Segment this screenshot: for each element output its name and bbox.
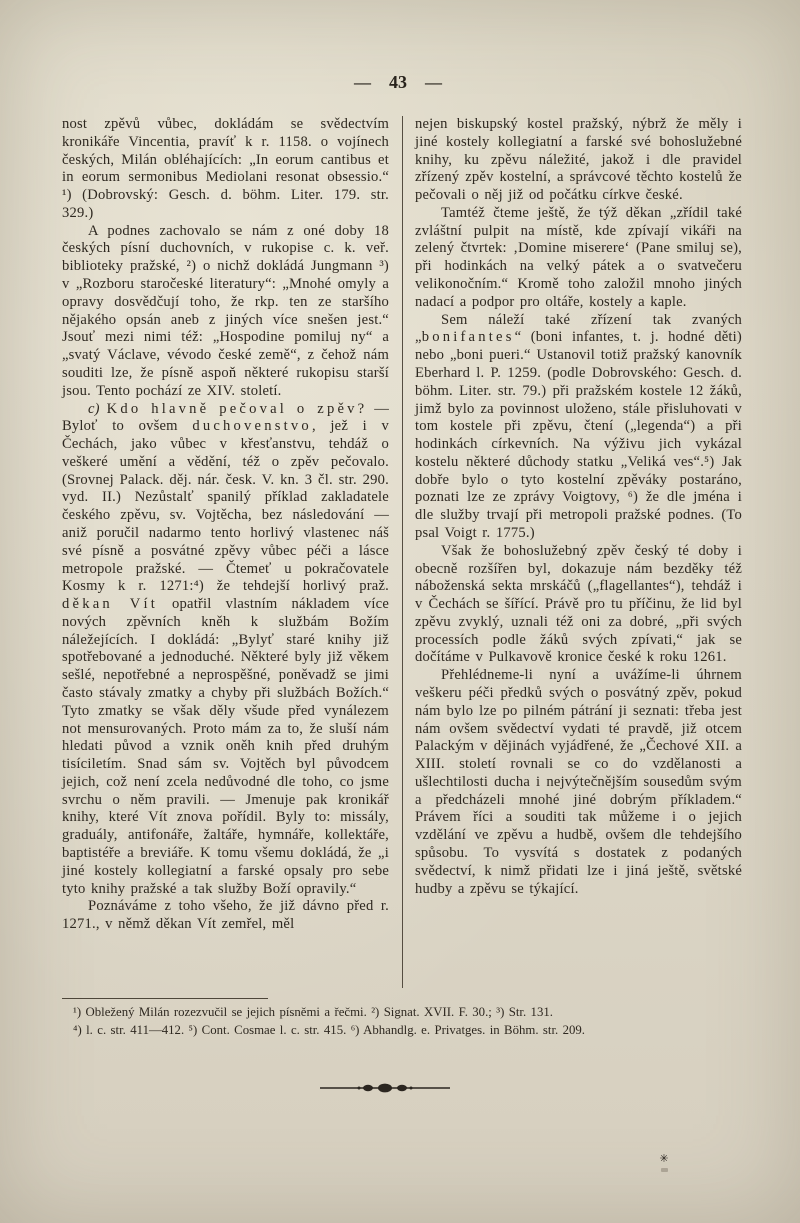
text-segment: Kdo hlavně pečoval o zpěv?: [106, 400, 368, 417]
column-divider-rule: [402, 116, 403, 988]
text-segment: opatřil vlastním nákladem více nových zpěvních kněh k službám Božím náležejících. I dokládá: „Bylyť staré knihy již spotřebované a jednoduché. Některé byly již věkem sešlé, nepotřebné a neprospěšné, poněvadž se jimi často stávaly zmatky a chyby při službách Božích.“ Tyto zmatky se však děly všude před vynálezem not mensurovaných. Proto mám za to, že sluší nám hledati původ a vznik oněh knih před druhým tisíciletím. Snad sám sv. Vojtěch byl původcem jejich, což není zcela nedůvodné dle toho, co jsme svrchu o něm pravili. — Jmenuje pak kronikář knihy, které Vít znova pořídil. Byly to: missály, graduály, antifonáře, žaltáře, hymnáře, kollektáře, baptistéře a breviáře. K tomu všemu dokládá, že „i jiné kostely kollegiatní a farské opsaly pro sebe tyto knihy pražské a tak služby Boží opravily.“: [62, 596, 390, 897]
paragraph: [415, 543, 742, 667]
signature-smudge: [661, 1168, 668, 1172]
text-segment: Však že bohoslužebný zpěv český té doby i obecně rozšířen byl, dokazuje nám bezděky též náboženská sekta mrskáčů („flagellantes“), tehdáž i v Čechách se šířící. Právě pro tu příčinu, že lid byl zpěvu zvyklý, uznali též oni za dobré, „při svých processích podle žáků svých zpívati,“ jak se dočítáme v Pulkavově kronice české k roku 1261.: [415, 542, 742, 666]
text-segment: “ (boni infantes, t. j. hodné děti) nebo „boni pueri.“ Ustanovil totiž pražský kanovník Eberhard l. P. 1259. (podle Dobrovského: Gesch. d. böhm. Liter. str. 79.) při pražském kostele 12 žáků, jimž bylo za povinnost uloženo, stále přisluhovati v tom kostele při zpěvu, čtení („legenda“) a při hodinkách církevních. Na výživu jich vykázal kostelu některé důchody statku „Veliká ves“.⁵) Jak dobře bylo o tyto kostelní zpěváky postaráno, poznati lze ze zprávy Voigtovy, ⁶) že dle jména i dle služby trvají při metropoli pražské podnes. (To psal Voigt r. 1775.): [415, 329, 742, 541]
text-segment: A podnes zachovalo se nám z oné doby 18 českých písní duchovních, v rukopise c. k. veř. biblioteky pražské, ²) o nichž dokládá Jungmann ³) v „Rozboru staročeské literatury“: „Mnohé omyly a opravy dosvědčují toho, že rkp. ten ze staršího nějakého opsán aneb z jiných více snešen jest.“ Jsouť mezi nimi též: „Hospodine pomiluj ny“ a „svatý Václave, vévodo české země“, z čehož nám souditi lze, že písně aspoň některé rukopisu starší jsou. Tento pochází ze XIV. století.: [62, 222, 389, 399]
header-dash-left: —: [354, 73, 371, 92]
footnote-lines: [62, 1004, 754, 1039]
page-number: 43: [389, 72, 407, 92]
printers-mark: [655, 1154, 673, 1172]
paragraph: [415, 205, 742, 312]
paragraph: [415, 667, 742, 898]
paragraph: [415, 312, 742, 543]
paragraph: [62, 223, 389, 401]
text-segment: , jež i v Čechách, jako vůbec v křesťanstvu, tehdáž o veškeré umění a vědění, též o zpěv pečovalo. (Srovnej Palack. děj. nár. česk. V. kn. 3 čl. str. 290. vyd. II.) Nezůstalť spanilý příklad zakladatele českého zpěvu, sv. Vojtěcha, bez následování — aniž poručil nadarmo tento horlivý vlastenec náš své písně a posvátné zpěvy vůbec péči a lásce metropole pražské. — Čtemeť u pokračovatele Kosmy k r. 1271:⁴) že tehdejší horlivý praž.: [62, 418, 389, 595]
text-segment: duchovenstvo: [192, 418, 312, 435]
paragraph: [62, 898, 389, 934]
left-column: [62, 116, 389, 934]
footnote-line: ¹) Obležený Milán rozezvučil se jejich písněmi a řečmi. ²) Signat. XVII. F. 30.; ³) Str. 131.: [73, 1005, 553, 1019]
text-segment: — Byloť to ovšem: [62, 400, 389, 435]
text-segment: Poznáváme z toho všeho, že již dávno před r. 1271., v němž děkan Vít zemřel, měl: [62, 898, 389, 933]
page-header: [0, 72, 796, 93]
footnote-rule: [62, 998, 268, 999]
header-dash-right: —: [425, 73, 442, 92]
footnotes: [62, 998, 754, 1039]
section-divider-ornament: [318, 1080, 452, 1096]
paragraph: [62, 401, 389, 899]
text-columns: [62, 116, 742, 988]
asterisk-mark: ✳: [659, 1153, 669, 1165]
paragraph: [415, 116, 742, 205]
right-column: [415, 116, 742, 898]
footnote-line: ⁴) l. c. str. 411—412. ⁵) Cont. Cosmae l. c. str. 415. ⁶) Abhandlg. e. Privatges. in Böhm. str. 209.: [73, 1022, 586, 1037]
text-segment: bonifantes: [421, 329, 515, 346]
text-segment: nost zpěvů vůbec, dokládám se svědectvím kronikáře Vincentia, pravíť k r. 1158. o vojínech českých, Milán obléhajících: „In eorum cantibus et in eorum sermonibus Mediolani resonat obsessio.“ ¹) (Dobrovský: Gesch. d. böhm. Liter. 179. str. 329.): [62, 116, 389, 221]
text-segment: Sem náleží také zřízení tak zvaných „: [415, 311, 742, 346]
text-segment: děkan Vít: [62, 596, 158, 613]
text-segment: c): [88, 400, 107, 417]
paragraph: [62, 116, 389, 223]
text-segment: Tamtéž čteme ještě, že týž děkan „zřídil také zvláštní pulpit na místě, kde zpívají vikáři na zelený čtvrtek: ‚Domine miserere‘ (Pane smiluj se), při hodinkách na velký pátek a o svatvečeru velikonočním.“ Kromě toho založil mnoho jiných nadací a podpor pro oltáře, kostely a kaple.: [415, 204, 742, 310]
text-segment: Přehlédneme-li nyní a uvážíme-li úhrnem veškeru péči předků svých o posvátný zpěv, pokud nám bylo lze po pilném pátrání ji seznati: třeba jest nám ovšem svědectví vydati té pravdě, již otcem Palackým v dějinách vyjádřené, že „Čechové XII. a XIII. století rovnali se co do vzdělanosti a ušlechtilosti ducha i nejvýtečnějším sousedům svým a předcházeli mnohé jiné dobrým příkladem.“ Právem říci a souditi tak můžeme i o jejich vzdělání ve zpěvu a hudbě, ovšem dle tehdejšího spůsobu. To vysvítá s dostatek z podaných svědectví, k nimž přidati lze i jiná ještě, světské hudby a zpěvu se týkající.: [415, 667, 742, 897]
text-segment: nejen biskupský kostel pražský, nýbrž že měly i jiné kostely kollegiatní a farské své bohoslužebné knihy, ku zpěvu náležité, jakož i dle pravidel zřízený zpěv kostelní, a správcové těchto kostelů že pečovali o něj již od počátku církve české.: [415, 116, 742, 204]
